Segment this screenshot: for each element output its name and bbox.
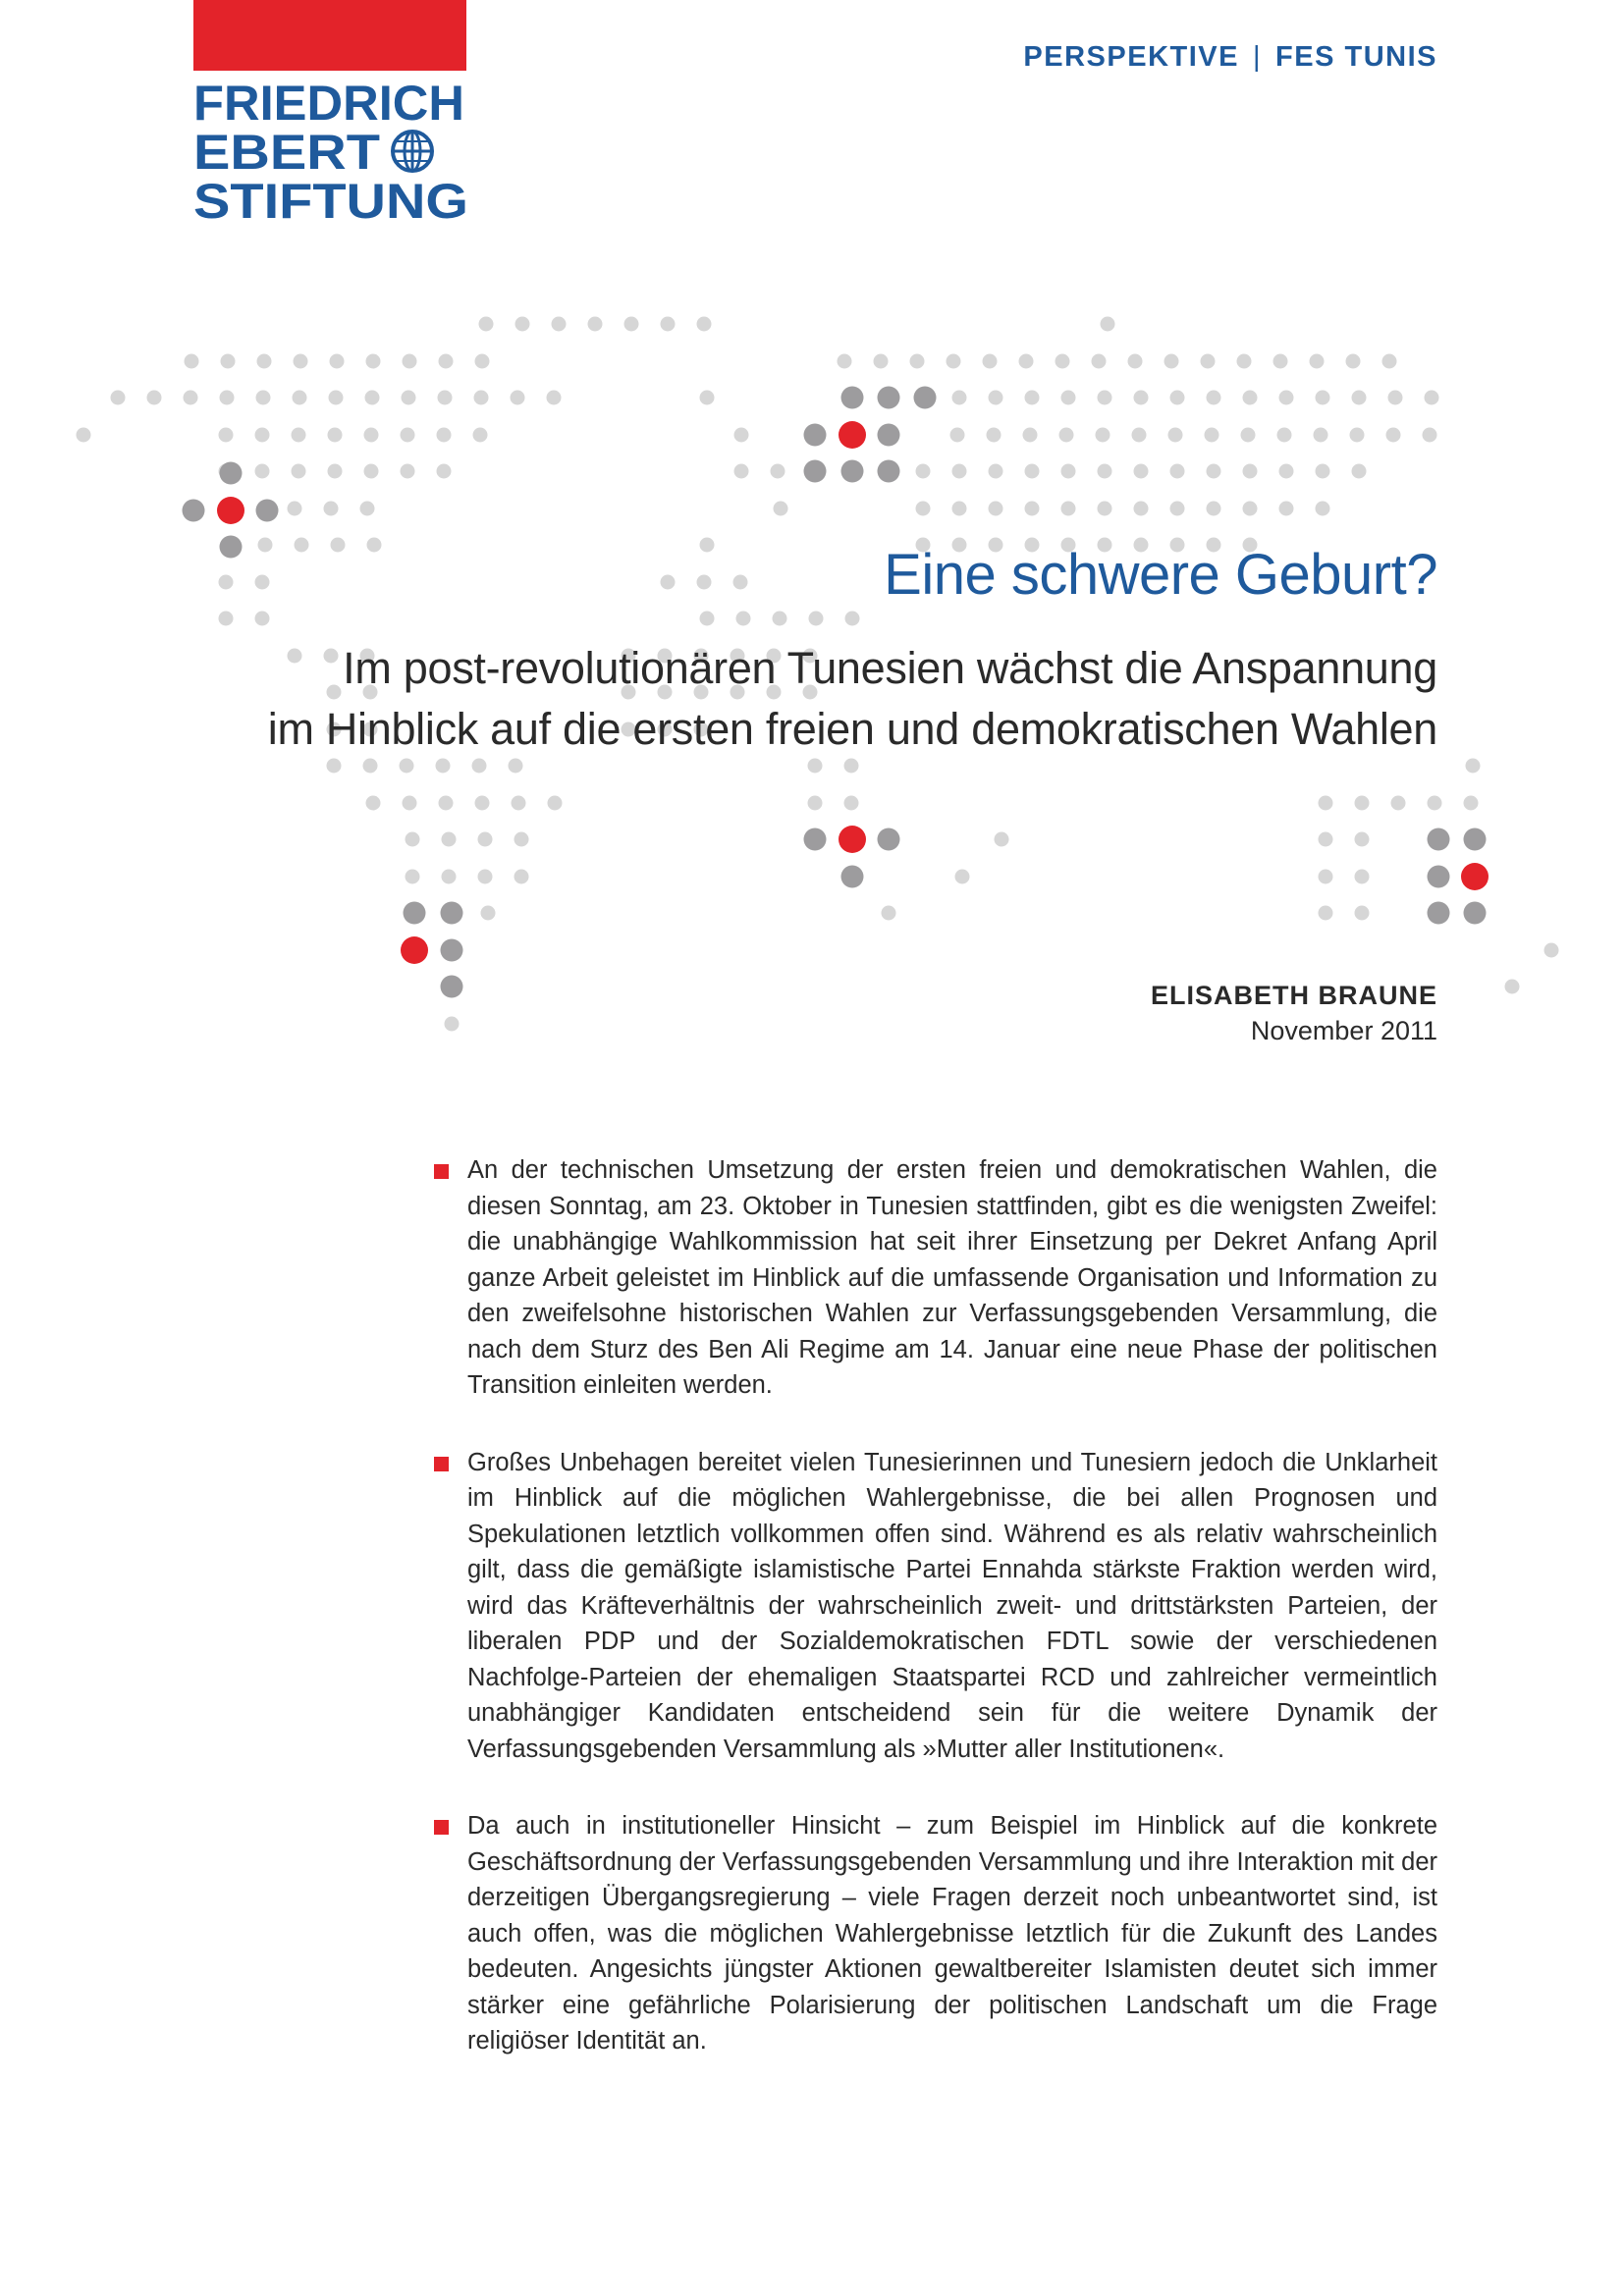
map-dot-highlight xyxy=(841,866,864,888)
map-dot xyxy=(734,464,749,479)
map-dot xyxy=(1098,502,1112,516)
map-dot xyxy=(661,575,676,590)
map-dot xyxy=(989,502,1003,516)
map-dot xyxy=(1316,502,1330,516)
map-dot xyxy=(916,502,931,516)
map-dot xyxy=(111,391,126,405)
map-dot xyxy=(1243,391,1258,405)
red-square-bullet-icon xyxy=(434,1820,449,1835)
map-dot xyxy=(366,796,381,811)
summary-text: An der technischen Umsetzung der ersten freien und demokratischen Wahlen, die diesen Sonntag, am 23. Oktober in Tunesien stattfinden, gibt es die wenigsten Zweifel: die unabhängige Wahlkommission hat seit ihrer Einsetzung per Dekret Anfang April ganze Arbeit geleistet im Hinblick auf die umfassende Organisation und Information zu den zweifelsohne historischen Wahlen zur Verfassungsgebenden Versammlung, die nach dem Sturz des Ben Ali Regime am 14. Januar eine neue Phase der politischen Transition einleiten werden. xyxy=(467,1156,1437,1399)
map-dot xyxy=(1346,354,1361,369)
map-dot xyxy=(479,317,494,332)
map-dot xyxy=(1355,832,1370,847)
map-dot xyxy=(588,317,603,332)
map-dot xyxy=(436,759,451,774)
map-dot xyxy=(1388,391,1403,405)
map-dot xyxy=(697,317,712,332)
map-dot xyxy=(324,502,339,516)
map-dot xyxy=(478,832,493,847)
map-dot xyxy=(256,391,271,405)
map-dot xyxy=(1056,354,1070,369)
map-dot xyxy=(1134,502,1149,516)
map-dot xyxy=(1128,354,1143,369)
map-dot-red xyxy=(217,497,244,524)
map-dot xyxy=(809,612,824,626)
map-dot xyxy=(1059,428,1074,443)
map-dot xyxy=(952,464,967,479)
map-dot-red xyxy=(1461,863,1489,890)
map-dot xyxy=(255,428,270,443)
map-dot xyxy=(1544,943,1559,958)
map-dot xyxy=(1164,354,1179,369)
map-dot xyxy=(874,354,889,369)
map-dot xyxy=(475,796,490,811)
map-dot xyxy=(1134,464,1149,479)
map-dot-highlight xyxy=(183,500,205,522)
map-dot xyxy=(1352,391,1367,405)
map-dot-highlight xyxy=(878,828,900,851)
map-dot xyxy=(367,538,382,553)
map-dot xyxy=(1092,354,1107,369)
map-dot xyxy=(1207,502,1221,516)
map-dot xyxy=(1319,832,1333,847)
map-dot xyxy=(1098,391,1112,405)
map-dot-highlight xyxy=(441,939,463,962)
map-dot xyxy=(734,428,749,443)
summary-text: Großes Unbehagen bereitet vielen Tunesierinnen und Tunesiern jedoch die Unklarheit im Hinblick auf die möglichen Wahlergebnisse, die bei allen Prognosen und Spekulationen letztlich vollkommen offen sind. Während es als relativ wahrscheinlich gilt, dass die gemäßigte islamistische Partei Ennahda stärkste Fraktion werden wird, wird das Kräfteverhältnis der wahrscheinlich zweit- und drittstärksten Parteien, der liberalen PDP und der Sozialdemokratischen FDTL sowie der verschiedenen Nachfolge-Parteien der ehemaligen Staatspartei RCD und zahlreicher vermeintlich unabhängiger Kandidaten entscheidend sein für die weitere Dynamik der Verfassungsgebenden Versammlung als »Mutter aller Institutionen«. xyxy=(467,1448,1437,1763)
map-dot xyxy=(472,759,487,774)
map-dot xyxy=(1170,464,1185,479)
map-dot xyxy=(547,391,562,405)
map-dot xyxy=(327,759,342,774)
map-dot xyxy=(512,796,526,811)
map-dot xyxy=(733,575,748,590)
map-dot xyxy=(1237,354,1252,369)
map-dot xyxy=(1023,428,1038,443)
map-dot-highlight xyxy=(1464,828,1487,851)
map-dot xyxy=(1355,796,1370,811)
map-dot xyxy=(439,796,454,811)
map-dot xyxy=(1019,354,1034,369)
map-dot xyxy=(185,354,199,369)
map-dot xyxy=(774,502,788,516)
map-dot xyxy=(330,354,345,369)
map-dot xyxy=(1279,464,1294,479)
map-dot xyxy=(511,391,525,405)
map-dot xyxy=(292,428,306,443)
map-dot xyxy=(916,464,931,479)
map-dot xyxy=(400,759,414,774)
map-dot xyxy=(437,428,452,443)
logo-line-2: EBERT xyxy=(193,125,380,180)
map-dot xyxy=(1277,428,1292,443)
map-dot xyxy=(437,464,452,479)
map-dot xyxy=(403,354,417,369)
map-dot xyxy=(184,391,198,405)
map-dot xyxy=(442,870,457,884)
map-dot xyxy=(700,612,715,626)
map-dot xyxy=(1207,391,1221,405)
dotted-world-map xyxy=(0,0,1624,1080)
map-dot xyxy=(1319,906,1333,921)
logo-line-1: FRIEDRICH xyxy=(193,79,464,131)
map-dot-highlight xyxy=(878,460,900,483)
map-dot-highlight xyxy=(878,424,900,447)
map-dot xyxy=(445,1017,460,1032)
map-dot xyxy=(288,502,302,516)
map-dot xyxy=(983,354,998,369)
map-dot xyxy=(1061,391,1076,405)
map-dot xyxy=(838,354,852,369)
map-dot xyxy=(515,317,530,332)
map-dot xyxy=(364,428,379,443)
logo-line-3: STIFTUNG xyxy=(193,174,468,229)
map-dot-highlight xyxy=(804,424,827,447)
map-dot xyxy=(952,502,967,516)
map-dot xyxy=(478,870,493,884)
map-dot xyxy=(1355,906,1370,921)
map-dot xyxy=(219,612,234,626)
map-dot xyxy=(475,354,490,369)
map-dot xyxy=(1428,796,1442,811)
map-dot xyxy=(1350,428,1365,443)
map-dot xyxy=(328,428,343,443)
red-square-bullet-icon xyxy=(434,1164,449,1179)
map-dot xyxy=(473,428,488,443)
author-block xyxy=(1151,978,1437,1048)
map-dot xyxy=(1207,464,1221,479)
map-dot xyxy=(1243,464,1258,479)
map-dot xyxy=(910,354,925,369)
map-dot xyxy=(955,870,970,884)
map-dot xyxy=(442,832,457,847)
map-dot xyxy=(219,428,234,443)
series-label: PERSPEKTIVE xyxy=(1023,41,1239,73)
map-dot xyxy=(1310,354,1325,369)
summary-list xyxy=(432,1152,1437,2101)
map-dot-highlight xyxy=(441,902,463,925)
map-dot xyxy=(624,317,639,332)
map-dot-highlight xyxy=(220,536,243,559)
map-dot xyxy=(987,428,1001,443)
series-separator: | xyxy=(1252,41,1263,73)
map-dot xyxy=(700,391,715,405)
map-dot xyxy=(1096,428,1110,443)
map-dot xyxy=(950,428,965,443)
map-dot xyxy=(1025,464,1040,479)
map-dot xyxy=(1314,428,1328,443)
map-dot-highlight xyxy=(404,902,426,925)
map-dot xyxy=(1355,870,1370,884)
map-dot xyxy=(773,612,787,626)
red-square-bullet-icon xyxy=(434,1457,449,1471)
map-dot xyxy=(952,391,967,405)
summary-text: Da auch in institutioneller Hinsicht – zum Beispiel im Hinblick auf die konkrete Geschäftsordnung der Verfassungsgebenden Versammlung und ihre Interaktion mit der derzeitigen Übergangsregierung – viele Fragen derzeit noch unbeantwortet sind, ist auch offen, was die möglichen Wahlergebnisse letztlich für die Zukunft des Landes bedeuten. Angesichts jüngster Aktionen gewaltbereiter Islamisten deutet sich immer stärker eine gefährliche Polarisierung der politischen Landschaft um die Frage religiöser Identität an. xyxy=(467,1812,1437,2055)
map-dot-highlight xyxy=(220,462,243,485)
map-dot xyxy=(147,391,162,405)
map-dot xyxy=(1464,796,1479,811)
map-dot xyxy=(771,464,785,479)
map-dot xyxy=(844,759,859,774)
map-dot xyxy=(294,354,308,369)
office-label: FES TUNIS xyxy=(1275,41,1437,73)
map-dot xyxy=(255,575,270,590)
map-dot xyxy=(1319,796,1333,811)
map-dot xyxy=(1425,391,1439,405)
map-dot xyxy=(808,796,823,811)
subtitle-line-1: Im post-revolutionären Tunesien wächst die Anspannung xyxy=(343,643,1437,693)
map-dot xyxy=(1098,464,1112,479)
map-dot xyxy=(882,906,896,921)
map-dot-highlight xyxy=(1428,902,1450,925)
map-dot xyxy=(474,391,489,405)
map-dot xyxy=(219,575,234,590)
map-dot xyxy=(331,538,346,553)
map-dot xyxy=(366,354,381,369)
map-dot xyxy=(481,906,496,921)
map-dot xyxy=(1025,502,1040,516)
map-dot xyxy=(328,464,343,479)
map-dot-highlight xyxy=(256,500,279,522)
map-dot xyxy=(255,464,270,479)
map-dot xyxy=(548,796,563,811)
map-dot xyxy=(736,612,751,626)
map-dot xyxy=(1170,502,1185,516)
map-dot xyxy=(1316,391,1330,405)
map-dot xyxy=(1168,428,1183,443)
map-dot xyxy=(700,538,715,553)
map-dot xyxy=(989,464,1003,479)
map-dot-red xyxy=(839,421,866,449)
publication-date: November 2011 xyxy=(1250,1016,1437,1045)
map-dot xyxy=(258,538,273,553)
map-dot xyxy=(1101,317,1115,332)
map-dot xyxy=(438,391,453,405)
document-title: Eine schwere Geburt? xyxy=(884,543,1437,607)
map-dot xyxy=(1319,870,1333,884)
map-dot xyxy=(1382,354,1397,369)
map-dot-red xyxy=(839,826,866,853)
map-dot xyxy=(293,391,307,405)
map-dot xyxy=(401,428,415,443)
map-dot xyxy=(1132,428,1147,443)
map-dot xyxy=(257,354,272,369)
map-dot xyxy=(439,354,454,369)
map-dot xyxy=(1205,428,1219,443)
map-dot-highlight xyxy=(804,460,827,483)
map-dot-highlight xyxy=(1464,902,1487,925)
map-dot-highlight xyxy=(914,387,937,409)
summary-item xyxy=(432,1808,1437,2059)
summary-item xyxy=(432,1445,1437,1768)
map-dot xyxy=(403,796,417,811)
map-dot xyxy=(402,391,416,405)
map-dot-highlight xyxy=(841,387,864,409)
map-dot xyxy=(329,391,344,405)
map-dot xyxy=(365,391,380,405)
summary-item xyxy=(432,1152,1437,1404)
map-dot xyxy=(1243,502,1258,516)
subtitle-line-2: im Hinblick auf die ersten freien und demokratischen Wahlen xyxy=(267,704,1437,754)
map-dot xyxy=(1423,428,1437,443)
map-dot xyxy=(1505,980,1520,994)
map-dot xyxy=(1170,391,1185,405)
author-name: ELISABETH BRAUNE xyxy=(1150,981,1437,1010)
map-dot xyxy=(808,759,823,774)
map-dot xyxy=(1279,391,1294,405)
map-dot xyxy=(363,759,378,774)
map-dot xyxy=(292,464,306,479)
map-dot xyxy=(509,759,523,774)
map-dot xyxy=(514,870,529,884)
map-dot xyxy=(255,612,270,626)
map-dot xyxy=(77,428,91,443)
map-dot xyxy=(845,612,860,626)
map-dot-highlight xyxy=(1428,866,1450,888)
map-dot xyxy=(406,832,420,847)
map-dot xyxy=(406,870,420,884)
map-dot xyxy=(1134,391,1149,405)
map-dot-highlight xyxy=(841,460,864,483)
map-dot-highlight xyxy=(804,828,827,851)
map-dot xyxy=(661,317,676,332)
map-dot xyxy=(1061,502,1076,516)
map-dot xyxy=(552,317,567,332)
map-dot xyxy=(514,832,529,847)
map-dot xyxy=(1201,354,1216,369)
map-dot xyxy=(1466,759,1481,774)
map-dot xyxy=(1279,502,1294,516)
map-dot-highlight xyxy=(441,976,463,998)
map-dot xyxy=(1352,464,1367,479)
map-dot xyxy=(1391,796,1406,811)
map-dot xyxy=(1061,464,1076,479)
map-dot xyxy=(220,391,235,405)
map-dot xyxy=(697,575,712,590)
map-dot xyxy=(1273,354,1288,369)
map-dot xyxy=(1316,464,1330,479)
document-subtitle xyxy=(161,638,1437,760)
map-dot-highlight xyxy=(1428,828,1450,851)
map-dot xyxy=(401,464,415,479)
map-dot xyxy=(995,832,1009,847)
map-dot xyxy=(221,354,236,369)
map-dot-red xyxy=(401,936,428,964)
map-dot xyxy=(1386,428,1401,443)
map-dot xyxy=(295,538,309,553)
map-dot xyxy=(360,502,375,516)
map-dot-highlight xyxy=(878,387,900,409)
map-dot xyxy=(947,354,961,369)
map-dot xyxy=(1025,391,1040,405)
map-dot xyxy=(1241,428,1256,443)
map-dot xyxy=(844,796,859,811)
map-dot xyxy=(989,391,1003,405)
map-dot xyxy=(364,464,379,479)
